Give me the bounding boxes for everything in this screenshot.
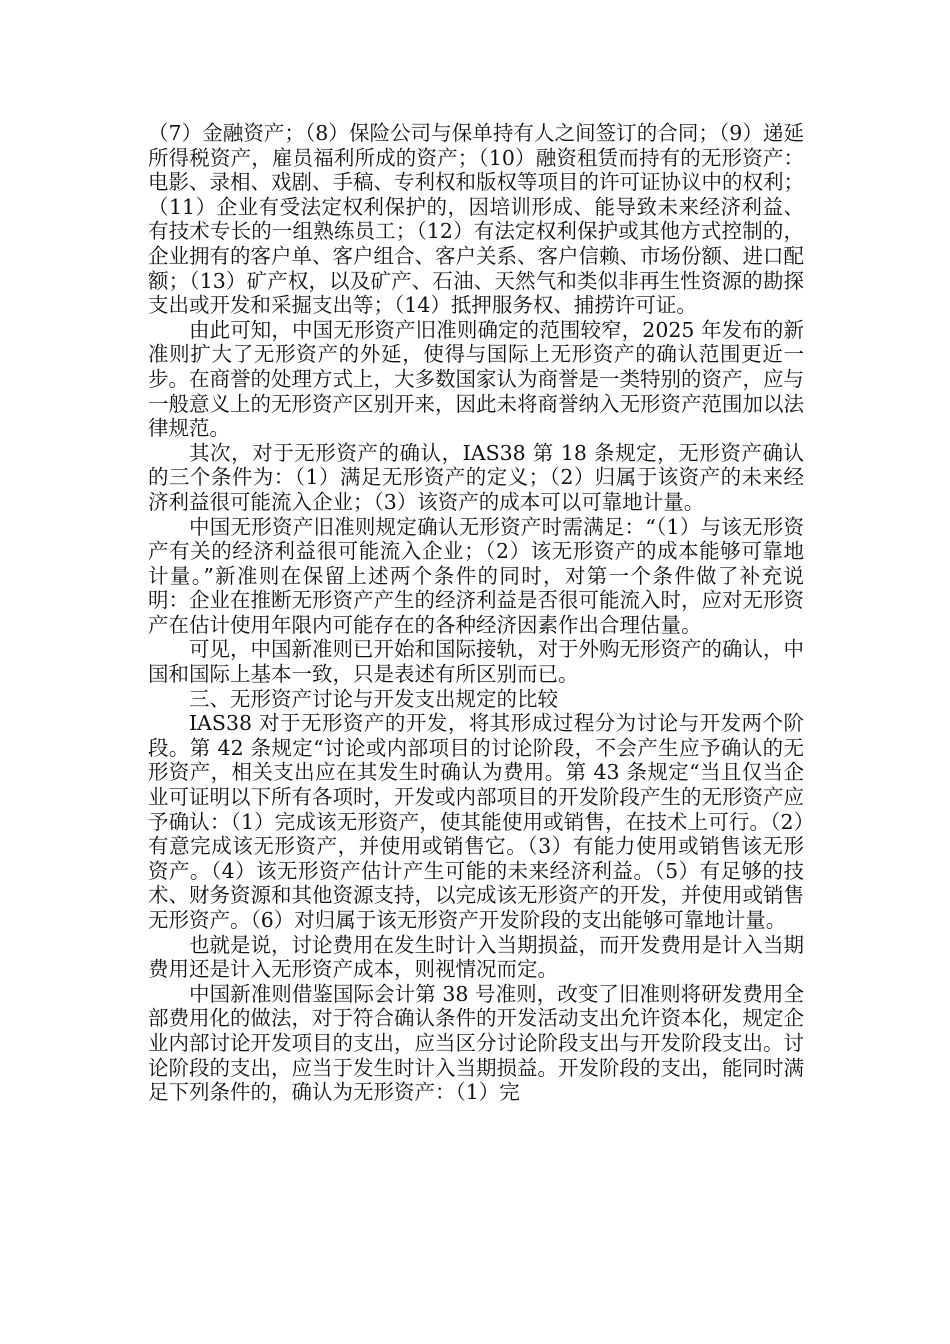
- paragraph-ias38-recognition: 其次，对于无形资产的确认，IAS38 第 18 条规定，无形资产确认的三个条件为：（1）满足无形资产的定义；（2）归属于该资产的未来经济利益很可能流入企业；（3）该资产的成本可以可靠地计量。: [148, 440, 804, 514]
- document-body: [148, 121, 804, 1105]
- paragraph-ias38-development: IAS38 对于无形资产的开发，将其形成过程分为讨论与开发两个阶段。第 42 条规定“讨论或内部项目的讨论阶段，不会产生应予确认的无形资产，相关支出应在其发生时确认为费用。第 43 条规定“当且仅当企业可证明以下所有各项时，开发或内部项目的开发阶段产生的无形资产应予确认：（1）完成该无形资产，使其能使用或销售，在技术上可行。（2）有意完成该无形资产，并使用或销售它。（3）有能力使用或销售该无形资产。（4）该无形资产估计产生可能的未来经济利益。（5）有足够的技术、财务资源和其他资源支持，以完成该无形资产的开发，并使用或销售无形资产。（6）对归属于该无形资产开发阶段的支出能够可靠地计量。: [148, 711, 804, 932]
- paragraph-scope-comparison: 由此可知，中国无形资产旧准则确定的范围较窄，2025 年发布的新准则扩大了无形资产的外延，使得与国际上无形资产的确认范围更近一步。在商誉的处理方式上，大多数国家认为商誉是一类特别的资产，应与一般意义上的无形资产区别开来，因此未将商誉纳入无形资产范围加以法律规范。: [148, 317, 804, 441]
- paragraph-china-new-standard: 中国新准则借鉴国际会计第 38 号准则，改变了旧准则将研发费用全部费用化的做法，对于符合确认条件的开发活动支出允许资本化，规定企业内部讨论开发项目的支出，应当区分讨论阶段支出与开发阶段支出。讨论阶段的支出，应当于发生时计入当期损益。开发阶段的支出，能同时满足下列条件的，确认为无形资产：（1）完: [148, 981, 804, 1105]
- section-heading: 三、无形资产讨论与开发支出规定的比较: [189, 686, 558, 711]
- paragraph-china-recognition: 中国无形资产旧准则规定确认无形资产时需满足：“（1）与该无形资产有关的经济利益很可能流入企业；（2）该无形资产的成本能够可靠地计量。”新准则在保留上述两个条件的同时，对第一个条件做了补充说明：企业在推断无形资产产生的经济利益是否很可能流入时，应对无形资产在估计使用年限内可能存在的各种经济因素作出合理估量。: [148, 514, 804, 637]
- paragraph-expense-treatment: 也就是说，讨论费用在发生时计入当期损益，而开发费用是计入当期费用还是计入无形资产成本，则视情况而定。: [148, 932, 804, 982]
- paragraph-intangible-exclusions: （7）金融资产；（8）保险公司与保单持有人之间签订的合同；（9）递延所得税资产，雇员福利所成的资产；（10）融资租赁而持有的无形资产：电影、录相、戏剧、手稿、专利权和版权等项目的许可证协议中的权利；（11）企业有受法定权利保护的，因培训形成、能导致未来经济利益、有技术专长的一组熟练员工；（12）有法定权利保护或其他方式控制的，企业拥有的客户单、客户组合、客户关系、客户信赖、市场份额、进口配额；（13）矿产权，以及矿产、石油、天然气和类似非再生性资源的勘探支出或开发和采掘支出等；（14）抵押服务权、捕捞许可证。: [148, 121, 804, 318]
- paragraph-conclusion: 可见，中国新准则已开始和国际接轨，对于外购无形资产的确认，中国和国际上基本一致，只是表述有所区别而已。: [148, 637, 804, 687]
